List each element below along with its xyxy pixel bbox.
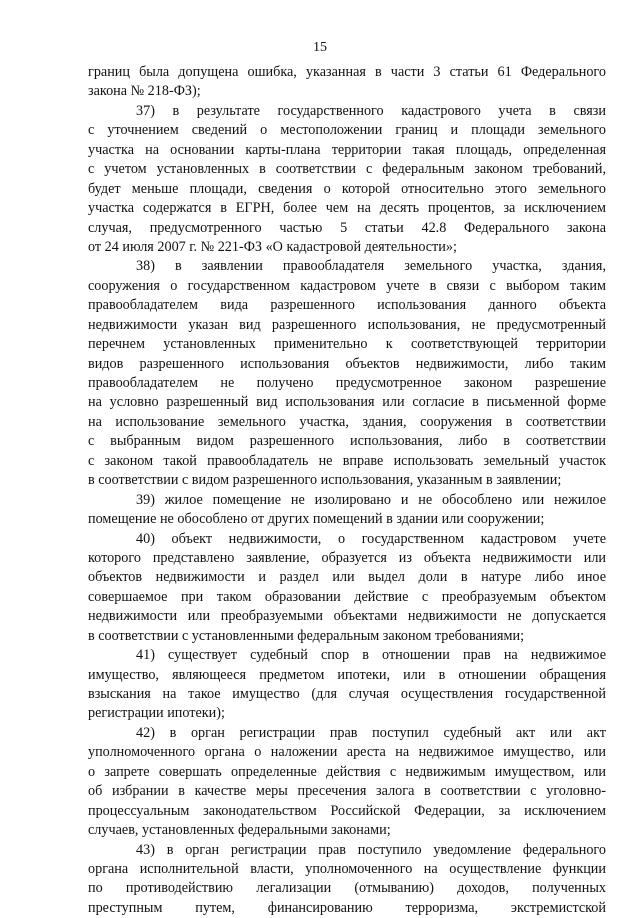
text-line: с законом такой правообладатель не вправе использовать земельный участок	[88, 452, 606, 469]
text-line: участка на основании карты-плана территории такая площадь, определенная	[88, 141, 606, 158]
text-line: 43) в орган регистрации прав поступило уведомление федерального	[136, 841, 606, 858]
text-line: 37) в результате государственного кадастрового учета в связи	[136, 102, 606, 119]
text-line: с уточнением сведений о местоположении границ и площади земельного	[88, 122, 606, 139]
text-line: в соответствии с видом разрешенного использования, указанным в заявлении;	[88, 472, 562, 489]
text-line: на условно разрешенный вид использования или согласие в письменной форме	[88, 394, 606, 411]
text-line: взыскания на такое имущество (для случая осуществления государственной	[88, 686, 606, 702]
text-line: случая, предусмотренного частью 5 статьи 42.8 Федерального закона	[88, 219, 606, 236]
text-line: в соответствии с установленными федеральным законом требованиями;	[88, 627, 525, 644]
text-line: будет меньше площади, сведения о которой относительно этого земельного	[88, 180, 606, 197]
text-line: от 24 июля 2007 г. № 221-ФЗ «О кадастровой деятельности»;	[88, 238, 457, 255]
page-number: 15	[313, 40, 327, 55]
text-line: 38) в заявлении правообладателя земельного участка, здания,	[136, 258, 606, 275]
text-line: недвижимости или преобразуемыми объектами недвижимости не допускается	[88, 608, 606, 625]
text-line: имущество, являющееся предметом ипотеки, или в отношении обращения	[88, 666, 606, 683]
text-line: с выбранным видом разрешенного использования, либо в соответствии	[88, 433, 606, 450]
text-line: закона № 218-ФЗ);	[88, 83, 201, 100]
text-line: правообладателем не получено предусмотренное законом разрешение	[88, 375, 606, 391]
text-line: по противодействию легализации (отмыванию) доходов, полученных	[88, 880, 606, 897]
text-line: перечнем установленных применительно к соответствующей территории	[88, 336, 606, 353]
text-line: сооружения о государственном кадастровом учете в связи с выбором таким	[88, 277, 606, 294]
text-line: объектов недвижимости и раздел или выдел доли в натуре либо иное	[88, 569, 606, 586]
text-line: 41) существует судебный спор в отношении прав на недвижимое	[136, 647, 606, 664]
text-line: которого представлено заявление, образуется из объекта недвижимости или	[88, 549, 606, 566]
text-line: уполномоченного органа о наложении ареста на недвижимое имущество, или	[88, 744, 606, 761]
text-line: участка содержатся в ЕГРН, более чем на десять процентов, за исключением	[88, 200, 606, 217]
text-line: границ была допущена ошибка, указанная в части 3 статьи 61 Федерального	[88, 64, 606, 80]
text-line: процессуальным законодательством Российской Федерации, за исключением	[88, 802, 606, 819]
text-line: 42) в орган регистрации прав поступил судебный акт или акт	[136, 724, 606, 741]
text-line: о запрете совершать определенные действия с недвижимым имуществом, или	[88, 763, 606, 780]
text-line: видов разрешенного использования объектов недвижимости, либо таким	[88, 355, 606, 372]
text-line: 40) объект недвижимости, о государственном кадастровом учете	[136, 530, 606, 547]
text-line: на использование земельного участка, здания, сооружения в соответствии	[88, 413, 606, 430]
document-body	[88, 63, 606, 918]
text-line: с учетом установленных в соответствии с федеральным законом требований,	[88, 161, 606, 178]
text-line: об избрании в качестве меры пресечения залога в соответствии с уголовно-	[88, 783, 606, 800]
text-line: 39) жилое помещение не изолировано и не обособлено или нежилое	[136, 491, 606, 508]
text-line: правообладателем вида разрешенного использования данного объекта	[88, 297, 606, 314]
text-line: совершаемое при таком образовании действие с преобразуемым объектом	[88, 588, 606, 605]
text-line: недвижимости указан вид разрешенного использования, не предусмотренный	[88, 316, 606, 333]
text-line: органа исполнительной власти, уполномоченного на осуществление функции	[88, 860, 606, 877]
text-line: регистрации ипотеки);	[88, 705, 225, 722]
text-line: случаев, установленных федеральными законами;	[88, 822, 391, 839]
text-line: преступным путем, финансированию терроризма, экстремистской	[88, 899, 606, 916]
text-line: помещение не обособлено от других помещений в здании или сооружении;	[88, 511, 545, 528]
